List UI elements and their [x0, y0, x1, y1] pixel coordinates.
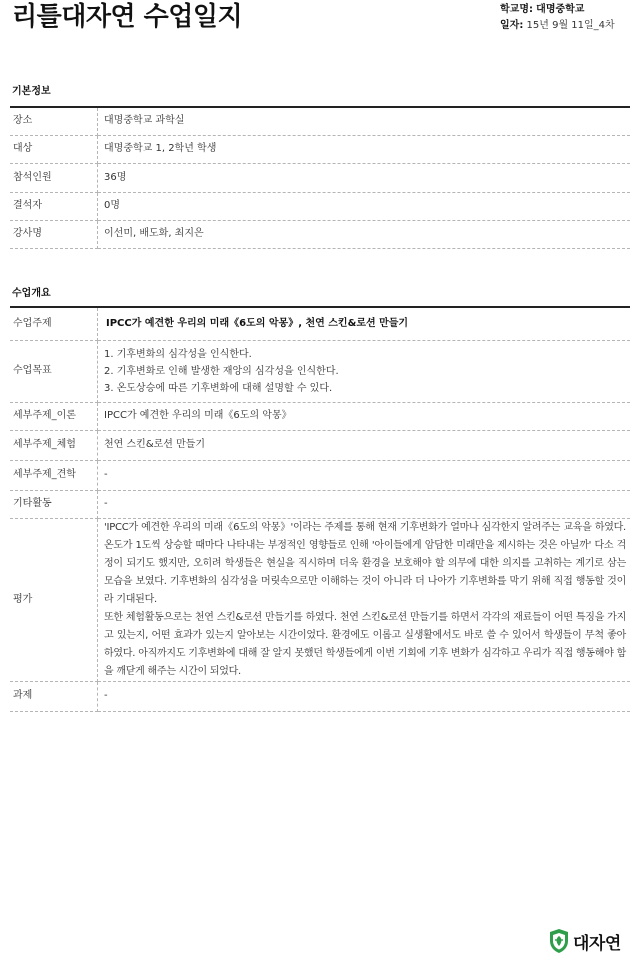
row-value-goals — [98, 340, 631, 402]
row-key-evaluation: 평가 — [10, 518, 98, 681]
table-row — [10, 460, 630, 490]
school-line — [500, 2, 615, 18]
table-row — [10, 107, 630, 135]
row-key-subtopic-practice: 세부주제_체험 — [10, 430, 98, 460]
date-value: 15년 9월 11일_4차 — [526, 20, 615, 31]
school-label: 학교명: — [500, 4, 533, 15]
evaluation-paragraph: 또한 체험활동으로는 천연 스킨&로션 만들기를 하였다. 천연 스킨&로션 만들기를 하면서 각각의 재료들이 어떤 특징을 가지고 있는지, 어떤 효과가 있는지 알아보는 시간이었다. 환경에도 이롭고 실생활에서도 바로 쓸 수 있어서 학생들이 무척 좋아하였다. 아직까지도 기후변화에 대해 잘 알지 못했던 학생들에게 이번 기회에 기후 변화가 심각하고 우리가 직접 행동해야 함을 깨닫게 해주는 시간이 되었다. — [104, 611, 626, 677]
row-value-absentees: 0명 — [98, 192, 631, 220]
class-overview-section-title: 수업개요 — [12, 288, 51, 299]
row-value-subtopic-tour: - — [98, 460, 631, 490]
row-value-subtopic-practice: 천연 스킨&로션 만들기 — [98, 430, 631, 460]
table-row — [10, 402, 630, 430]
table-row — [10, 307, 630, 340]
row-key-attendees: 참석인원 — [10, 163, 98, 192]
table-row — [10, 681, 630, 711]
class-overview-table — [10, 306, 630, 712]
table-row — [10, 430, 630, 460]
table-row — [10, 340, 630, 402]
goal-item: 2. 기후변화로 인해 발생한 재앙의 심각성을 인식한다. — [104, 365, 339, 377]
basic-info-table — [10, 106, 630, 249]
row-key-target: 대상 — [10, 135, 98, 163]
row-key-subtopic-theory: 세부주제_이론 — [10, 402, 98, 430]
shield-leaf-icon — [548, 928, 570, 954]
row-key-topic: 수업주제 — [10, 307, 98, 340]
document-title: 리틀대자연 수업일지 — [12, 2, 243, 32]
goal-item: 1. 기후변화의 심각성을 인식한다. — [104, 348, 252, 360]
table-row — [10, 163, 630, 192]
table-row — [10, 220, 630, 248]
table-row — [10, 518, 630, 681]
document-meta — [500, 2, 615, 34]
basic-info-section-title: 기본정보 — [12, 86, 51, 97]
date-label: 일자: — [500, 20, 524, 31]
evaluation-paragraph: 'IPCC가 예견한 우리의 미래《6도의 악몽》'이라는 주제를 통해 현재 기후변화가 얼마나 심각한지 알려주는 교육을 하였다. 온도가 1도씩 상승할 때마다 나타내는 부정적인 영향들로 인해 '아이들에게 암담한 미래만을 제시하는 것은 아닐까' 다소 걱정이 되기도 했지만, 오히려 학생들은 현실을 직시하며 더욱 환경을 보호해야 할 의무에 대한 의지를 고취하는 계기로 삼는 모습을 보였다. 기후변화의 심각성을 머릿속으로만 이해하는 것이 아니라 더 나아가 기후변화를 막기 위해 직접 행동할 것이라 기대된다. — [104, 521, 626, 605]
row-key-other-activity: 기타활동 — [10, 490, 98, 518]
row-key-homework: 과제 — [10, 681, 98, 711]
row-key-subtopic-tour: 세부주제_견학 — [10, 460, 98, 490]
goal-item: 3. 온도상승에 따른 기후변화에 대해 설명할 수 있다. — [104, 382, 333, 394]
row-value-location: 대명중학교 과학실 — [98, 107, 631, 135]
school-value: 대명중학교 — [536, 4, 585, 15]
row-value-evaluation — [98, 518, 631, 681]
table-row — [10, 192, 630, 220]
row-value-other-activity: - — [98, 490, 631, 518]
row-key-absentees: 결석자 — [10, 192, 98, 220]
row-value-attendees: 36명 — [98, 163, 631, 192]
row-value-subtopic-theory: IPCC가 예견한 우리의 미래《6도의 악몽》 — [98, 402, 631, 430]
date-line — [500, 18, 615, 34]
row-value-homework: - — [98, 681, 631, 711]
row-key-location: 장소 — [10, 107, 98, 135]
logo-text: 대자연 — [573, 933, 621, 954]
daejayeon-logo — [548, 928, 621, 954]
row-value-instructors: 이선미, 배도화, 최지은 — [98, 220, 631, 248]
row-value-target: 대명중학교 1, 2학년 학생 — [98, 135, 631, 163]
row-key-instructors: 강사명 — [10, 220, 98, 248]
table-row — [10, 490, 630, 518]
row-key-goals: 수업목표 — [10, 340, 98, 402]
table-row — [10, 135, 630, 163]
row-value-topic: IPCC가 예견한 우리의 미래《6도의 악몽》, 천연 스킨&로션 만들기 — [106, 317, 409, 329]
row-value-topic-cell — [98, 307, 631, 340]
